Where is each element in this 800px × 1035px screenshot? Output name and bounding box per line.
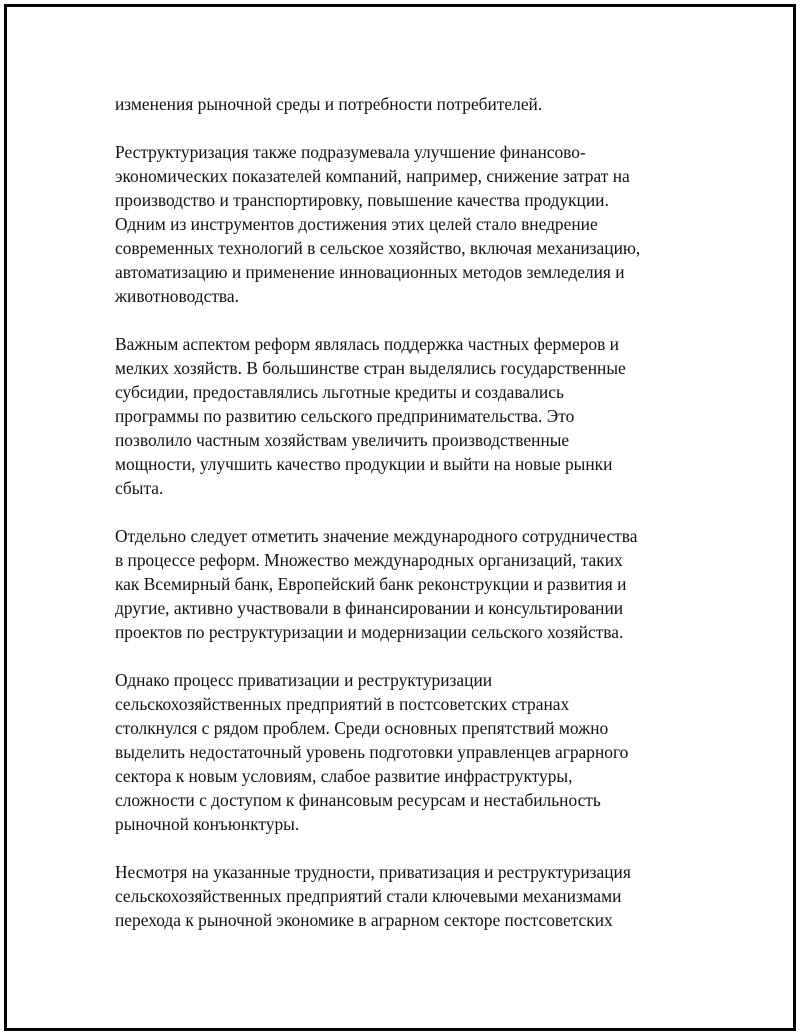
- text-line: Однако процесс приватизации и реструктуризации: [115, 670, 493, 690]
- text-line: сектора к новым условиям, слабое развитие инфраструктуры,: [115, 766, 573, 786]
- text-line: субсидии, предоставлялись льготные кредиты и создавались: [115, 382, 564, 402]
- text-line: современных технологий в сельское хозяйство, включая механизацию,: [115, 238, 641, 258]
- text-line: другие, активно участвовали в финансировании и консультировании: [115, 598, 624, 618]
- text-line: выделить недостаточный уровень подготовки управленцев аграрного: [115, 742, 629, 762]
- text-line: программы по развитию сельского предпринимательства. Это: [115, 406, 575, 426]
- text-line: Одним из инструментов достижения этих целей стало внедрение: [115, 214, 598, 234]
- text-line: автоматизацию и применение инновационных методов земледелия и: [115, 262, 625, 282]
- text-line: столкнулся с рядом проблем. Среди основных препятствий можно: [115, 718, 609, 738]
- text-line: рыночной конъюнктуры.: [115, 814, 300, 834]
- text-line: сельскохозяйственных предприятий в постсоветских странах: [115, 694, 570, 714]
- document-body: [115, 92, 695, 956]
- paragraph-5: [115, 668, 695, 836]
- text-line: сложности с доступом к финансовым ресурсам и нестабильность: [115, 790, 601, 810]
- text-line: позволило частным хозяйствам увеличить производственные: [115, 430, 570, 450]
- text-line: перехода к рыночной экономике в аграрном секторе постсоветских: [115, 910, 613, 930]
- paragraph-3: [115, 332, 695, 500]
- text-line: сельскохозяйственных предприятий стали ключевыми механизмами: [115, 886, 622, 906]
- text-line: в процессе реформ. Множество международных организаций, таких: [115, 550, 623, 570]
- text-line: как Всемирный банк, Европейский банк реконструкции и развития и: [115, 574, 627, 594]
- text-line: сбыта.: [115, 478, 164, 498]
- text-line: проектов по реструктуризации и модернизации сельского хозяйства.: [115, 622, 624, 642]
- text-line: животноводства.: [115, 286, 239, 306]
- text-line: мелких хозяйств. В большинстве стран выделялись государственные: [115, 358, 626, 378]
- text-line: Отдельно следует отметить значение международного сотрудничества: [115, 526, 638, 546]
- text-line: Несмотря на указанные трудности, приватизация и реструктуризация: [115, 862, 631, 882]
- paragraph-2: [115, 140, 695, 308]
- text-line: изменения рыночной среды и потребности потребителей.: [115, 94, 543, 114]
- text-line: мощности, улучшить качество продукции и выйти на новые рынки: [115, 454, 613, 474]
- paragraph-1: [115, 92, 695, 116]
- text-line: производство и транспортировку, повышение качества продукции.: [115, 190, 609, 210]
- text-line: Важным аспектом реформ являлась поддержка частных фермеров и: [115, 334, 619, 354]
- paragraph-6: [115, 860, 695, 932]
- text-line: Реструктуризация также подразумевала улучшение финансово-: [115, 142, 586, 162]
- paragraph-4: [115, 524, 695, 644]
- text-line: экономических показателей компаний, например, снижение затрат на: [115, 166, 630, 186]
